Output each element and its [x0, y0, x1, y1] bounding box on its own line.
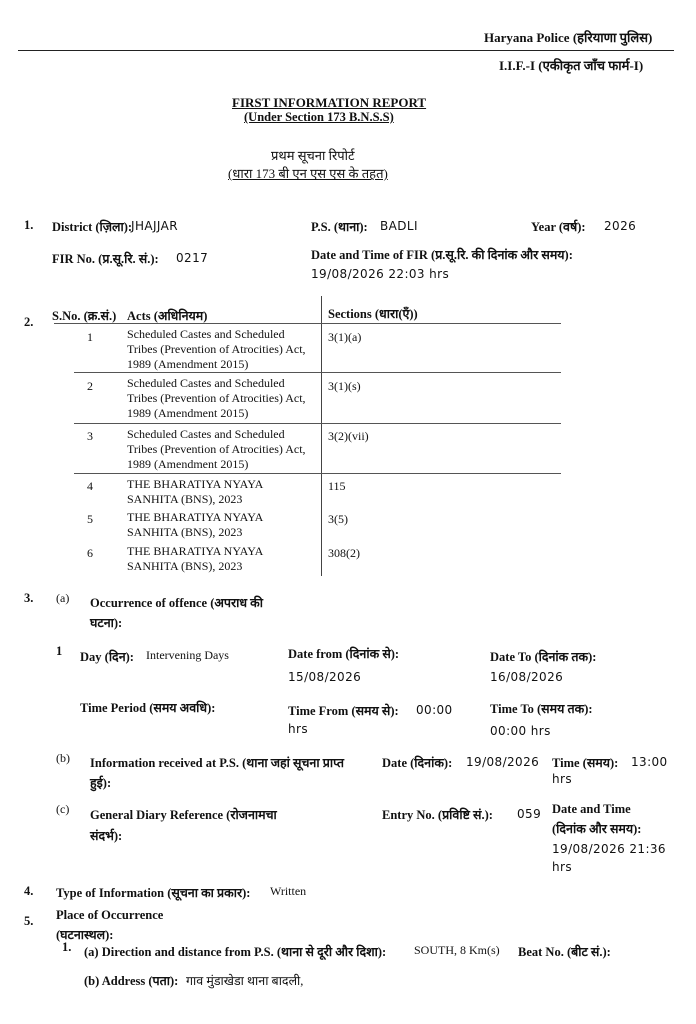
table-row-act: Scheduled Castes and Scheduled Tribes (Prevention of Atrocities) Act, 1989 (Amendment 2015): [127, 427, 306, 471]
item-b-marker: (b): [56, 751, 70, 765]
time-from-label: Time From (समय से):: [288, 704, 399, 718]
table-row-sno: 2: [87, 379, 93, 393]
place-label: Place of Occurrence: [56, 908, 164, 922]
fir-label: FIR No. (प्र.सू.रि. सं.):: [52, 252, 159, 266]
table-header-sections: Sections (धारा(एँ)): [328, 307, 418, 321]
address-label: (b) Address (पता):: [84, 974, 179, 988]
header-rule: [18, 50, 674, 51]
gd-reference-label-2: संदर्भ):: [90, 829, 123, 843]
gd-datetime-unit: hrs: [552, 860, 572, 874]
title-en-sub: (Under Section 173 B.N.S.S): [244, 110, 394, 124]
time-from-value: 00:00: [416, 703, 453, 717]
table-row-act: Scheduled Castes and Scheduled Tribes (Prevention of Atrocities) Act, 1989 (Amendment 2015): [127, 376, 306, 420]
section-2-number: 2.: [24, 315, 34, 329]
section-3-number: 3.: [24, 591, 34, 605]
table-row-sno: 4: [87, 479, 93, 493]
time-to-label: Time To (समय तक):: [490, 702, 593, 716]
info-date-value: 19/08/2026: [466, 755, 540, 769]
item-1-marker: 1: [56, 644, 63, 658]
info-date-label: Date (दिनांक):: [382, 756, 453, 770]
fir-datetime-label: Date and Time of FIR (प्र.सू.रि. की दिनांक और समय):: [311, 248, 573, 262]
info-time-value: 13:00: [631, 755, 668, 769]
fir-value: 0217: [176, 251, 209, 265]
table-row-sno: 3: [87, 429, 93, 443]
direction-label: (a) Direction and distance from P.S. (थाना से दूरी और दिशा):: [84, 945, 387, 959]
item-c-marker: (c): [56, 802, 70, 816]
section-5-number: 5.: [24, 914, 34, 928]
info-time-label: Time (समय):: [552, 756, 619, 770]
occurrence-label: Occurrence of offence (अपराध की: [90, 596, 264, 610]
table-row-section: 308(2): [328, 546, 360, 560]
org-name: Haryana Police (हरियाणा पुलिस): [484, 30, 653, 45]
table-row-section: 3(5): [328, 512, 348, 526]
table-row-section: 3(2)(vii): [328, 429, 369, 443]
place-label-2: (घटनास्थल):: [56, 928, 114, 942]
time-to-value: 00:00 hrs: [490, 724, 551, 738]
section-1-number: 1.: [24, 218, 34, 232]
table-row-section: 115: [328, 479, 346, 493]
table-row-section: 3(1)(s): [328, 379, 361, 393]
table-row-act: THE BHARATIYA NYAYA SANHITA (BNS), 2023: [127, 510, 263, 539]
table-column-divider: [321, 296, 322, 576]
year-label: Year (वर्ष):: [531, 220, 586, 234]
gd-datetime-label: Date and Time: [552, 802, 631, 816]
table-row-sno: 5: [87, 512, 93, 526]
gd-datetime-value: 19/08/2026 21:36: [552, 842, 666, 856]
info-received-label: Information received at P.S. (थाना जहां सूचना प्राप्त: [90, 756, 345, 770]
table-row-rule: [74, 423, 561, 424]
year-value: 2026: [604, 219, 637, 233]
table-row-rule: [74, 372, 561, 373]
form-name: I.I.F.-I (एकीकृत जाँच फार्म-I): [499, 58, 644, 73]
occurrence-label-2: घटना):: [90, 616, 123, 630]
table-row-section: 3(1)(a): [328, 330, 362, 344]
time-from-unit: hrs: [288, 722, 308, 736]
table-header-acts: Acts (अधिनियम): [127, 309, 208, 323]
time-period-label: Time Period (समय अवधि):: [80, 701, 216, 715]
info-received-label-2: हुई):: [90, 776, 112, 790]
gd-reference-label: General Diary Reference (रोजनामचा: [90, 808, 277, 822]
table-header-sno: S.No. (क्र.सं.): [52, 309, 117, 323]
info-type-label: Type of Information (सूचना का प्रकार):: [56, 886, 251, 900]
title-hi: प्रथम सूचना रिपोर्ट: [271, 148, 355, 163]
fir-datetime-value: 19/08/2026 22:03 hrs: [311, 267, 450, 281]
table-row-act: THE BHARATIYA NYAYA SANHITA (BNS), 2023: [127, 544, 263, 573]
date-from-value: 15/08/2026: [288, 670, 362, 684]
district-label: District (ज़िला):: [52, 220, 133, 234]
title-en: FIRST INFORMATION REPORT: [232, 95, 427, 110]
address-value: गाव मुंडाखेडा थाना बादली,: [186, 974, 304, 988]
table-row-sno: 1: [87, 330, 93, 344]
entry-no-label: Entry No. (प्रविष्टि सं.):: [382, 808, 493, 822]
table-header-rule: [54, 323, 561, 324]
date-from-label: Date from (दिनांक से):: [288, 647, 400, 661]
gd-datetime-label-2: (दिनांक और समय):: [552, 822, 642, 836]
place-item-marker: 1.: [62, 940, 72, 954]
ps-label: P.S. (थाना):: [311, 220, 368, 234]
title-hi-sub: (धारा 173 बी एन एस एस के तहत): [228, 166, 388, 181]
item-a-marker: (a): [56, 591, 70, 605]
table-row-rule: [74, 473, 561, 474]
beat-no-label: Beat No. (बीट सं.):: [518, 945, 611, 959]
info-time-unit: hrs: [552, 772, 572, 786]
section-4-number: 4.: [24, 884, 34, 898]
table-row-act: THE BHARATIYA NYAYA SANHITA (BNS), 2023: [127, 477, 263, 506]
table-row-act: Scheduled Castes and Scheduled Tribes (Prevention of Atrocities) Act, 1989 (Amendment 2015): [127, 327, 306, 371]
date-to-label: Date To (दिनांक तक):: [490, 650, 597, 664]
entry-no-value: 059: [517, 807, 542, 821]
day-label: Day (दिन):: [80, 650, 134, 664]
day-value: Intervening Days: [146, 648, 229, 662]
ps-value: BADLI: [380, 219, 418, 233]
date-to-value: 16/08/2026: [490, 670, 564, 684]
direction-value: SOUTH, 8 Km(s): [414, 943, 500, 957]
info-type-value: Written: [270, 884, 307, 898]
district-value: JHAJJAR: [131, 219, 178, 233]
table-row-sno: 6: [87, 546, 93, 560]
